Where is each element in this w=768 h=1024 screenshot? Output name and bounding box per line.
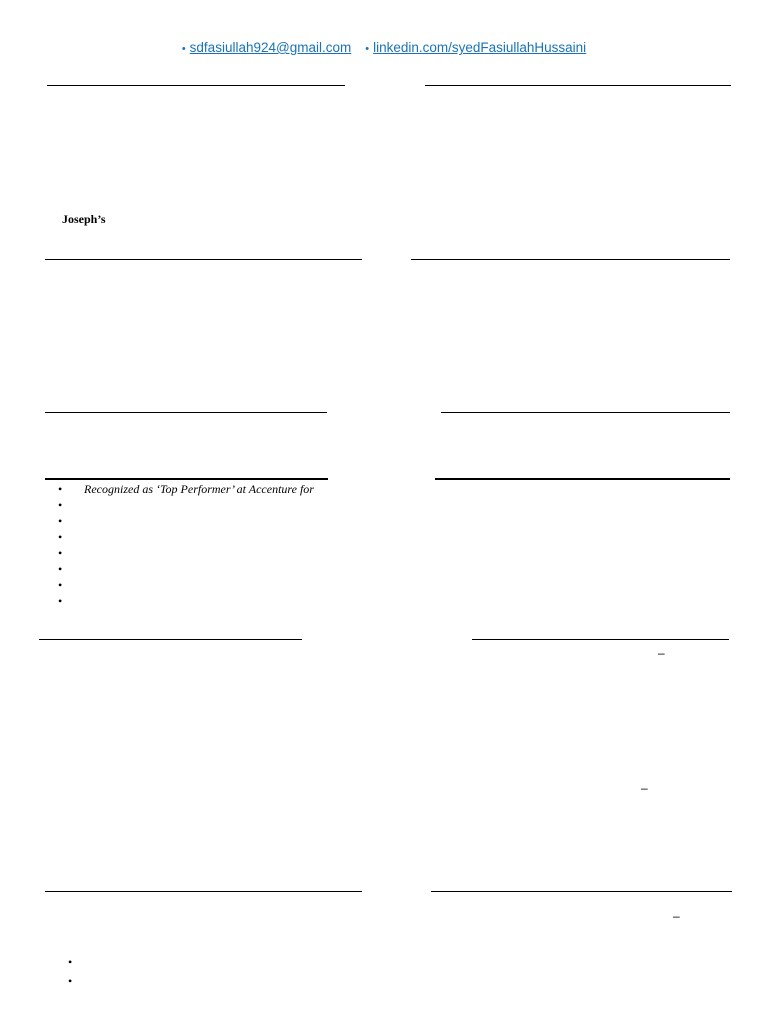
date-dash: – [673, 909, 680, 923]
bullet-icon: • [58, 546, 63, 560]
bullet-icon: • [58, 562, 63, 576]
bullet-icon: • [68, 974, 73, 988]
section-divider [45, 259, 362, 260]
section-divider [45, 891, 362, 892]
section-divider [431, 891, 732, 892]
bullet-icon: • [68, 955, 73, 969]
bullet-icon: • [58, 498, 63, 512]
section-divider [47, 85, 345, 86]
linkedin-link[interactable]: linkedin.com/syedFasiullahHussaini [373, 40, 587, 55]
section-divider [425, 85, 731, 86]
email-link[interactable]: sdfasiullah924@gmail.com [189, 40, 352, 55]
school-name: Joseph’s [62, 212, 106, 226]
bullet-icon: • [58, 578, 63, 592]
contact-line [0, 40, 768, 55]
bullet-icon: • [58, 482, 63, 496]
section-divider [39, 639, 302, 640]
bullet-icon: • [58, 594, 63, 608]
bullet-icon: • [365, 43, 370, 55]
section-divider [45, 478, 328, 480]
bullet-icon: • [181, 43, 186, 55]
bullet-icon: • [58, 530, 63, 544]
achievement-text: Recognized as ‘Top Performer’ at Accenture for [84, 482, 314, 496]
section-divider [45, 412, 327, 413]
section-divider [441, 412, 730, 413]
section-divider [472, 639, 729, 640]
section-divider [411, 259, 730, 260]
bullet-icon: • [58, 514, 63, 528]
date-dash: – [658, 646, 665, 660]
date-dash: – [641, 781, 648, 795]
section-divider [435, 478, 730, 480]
